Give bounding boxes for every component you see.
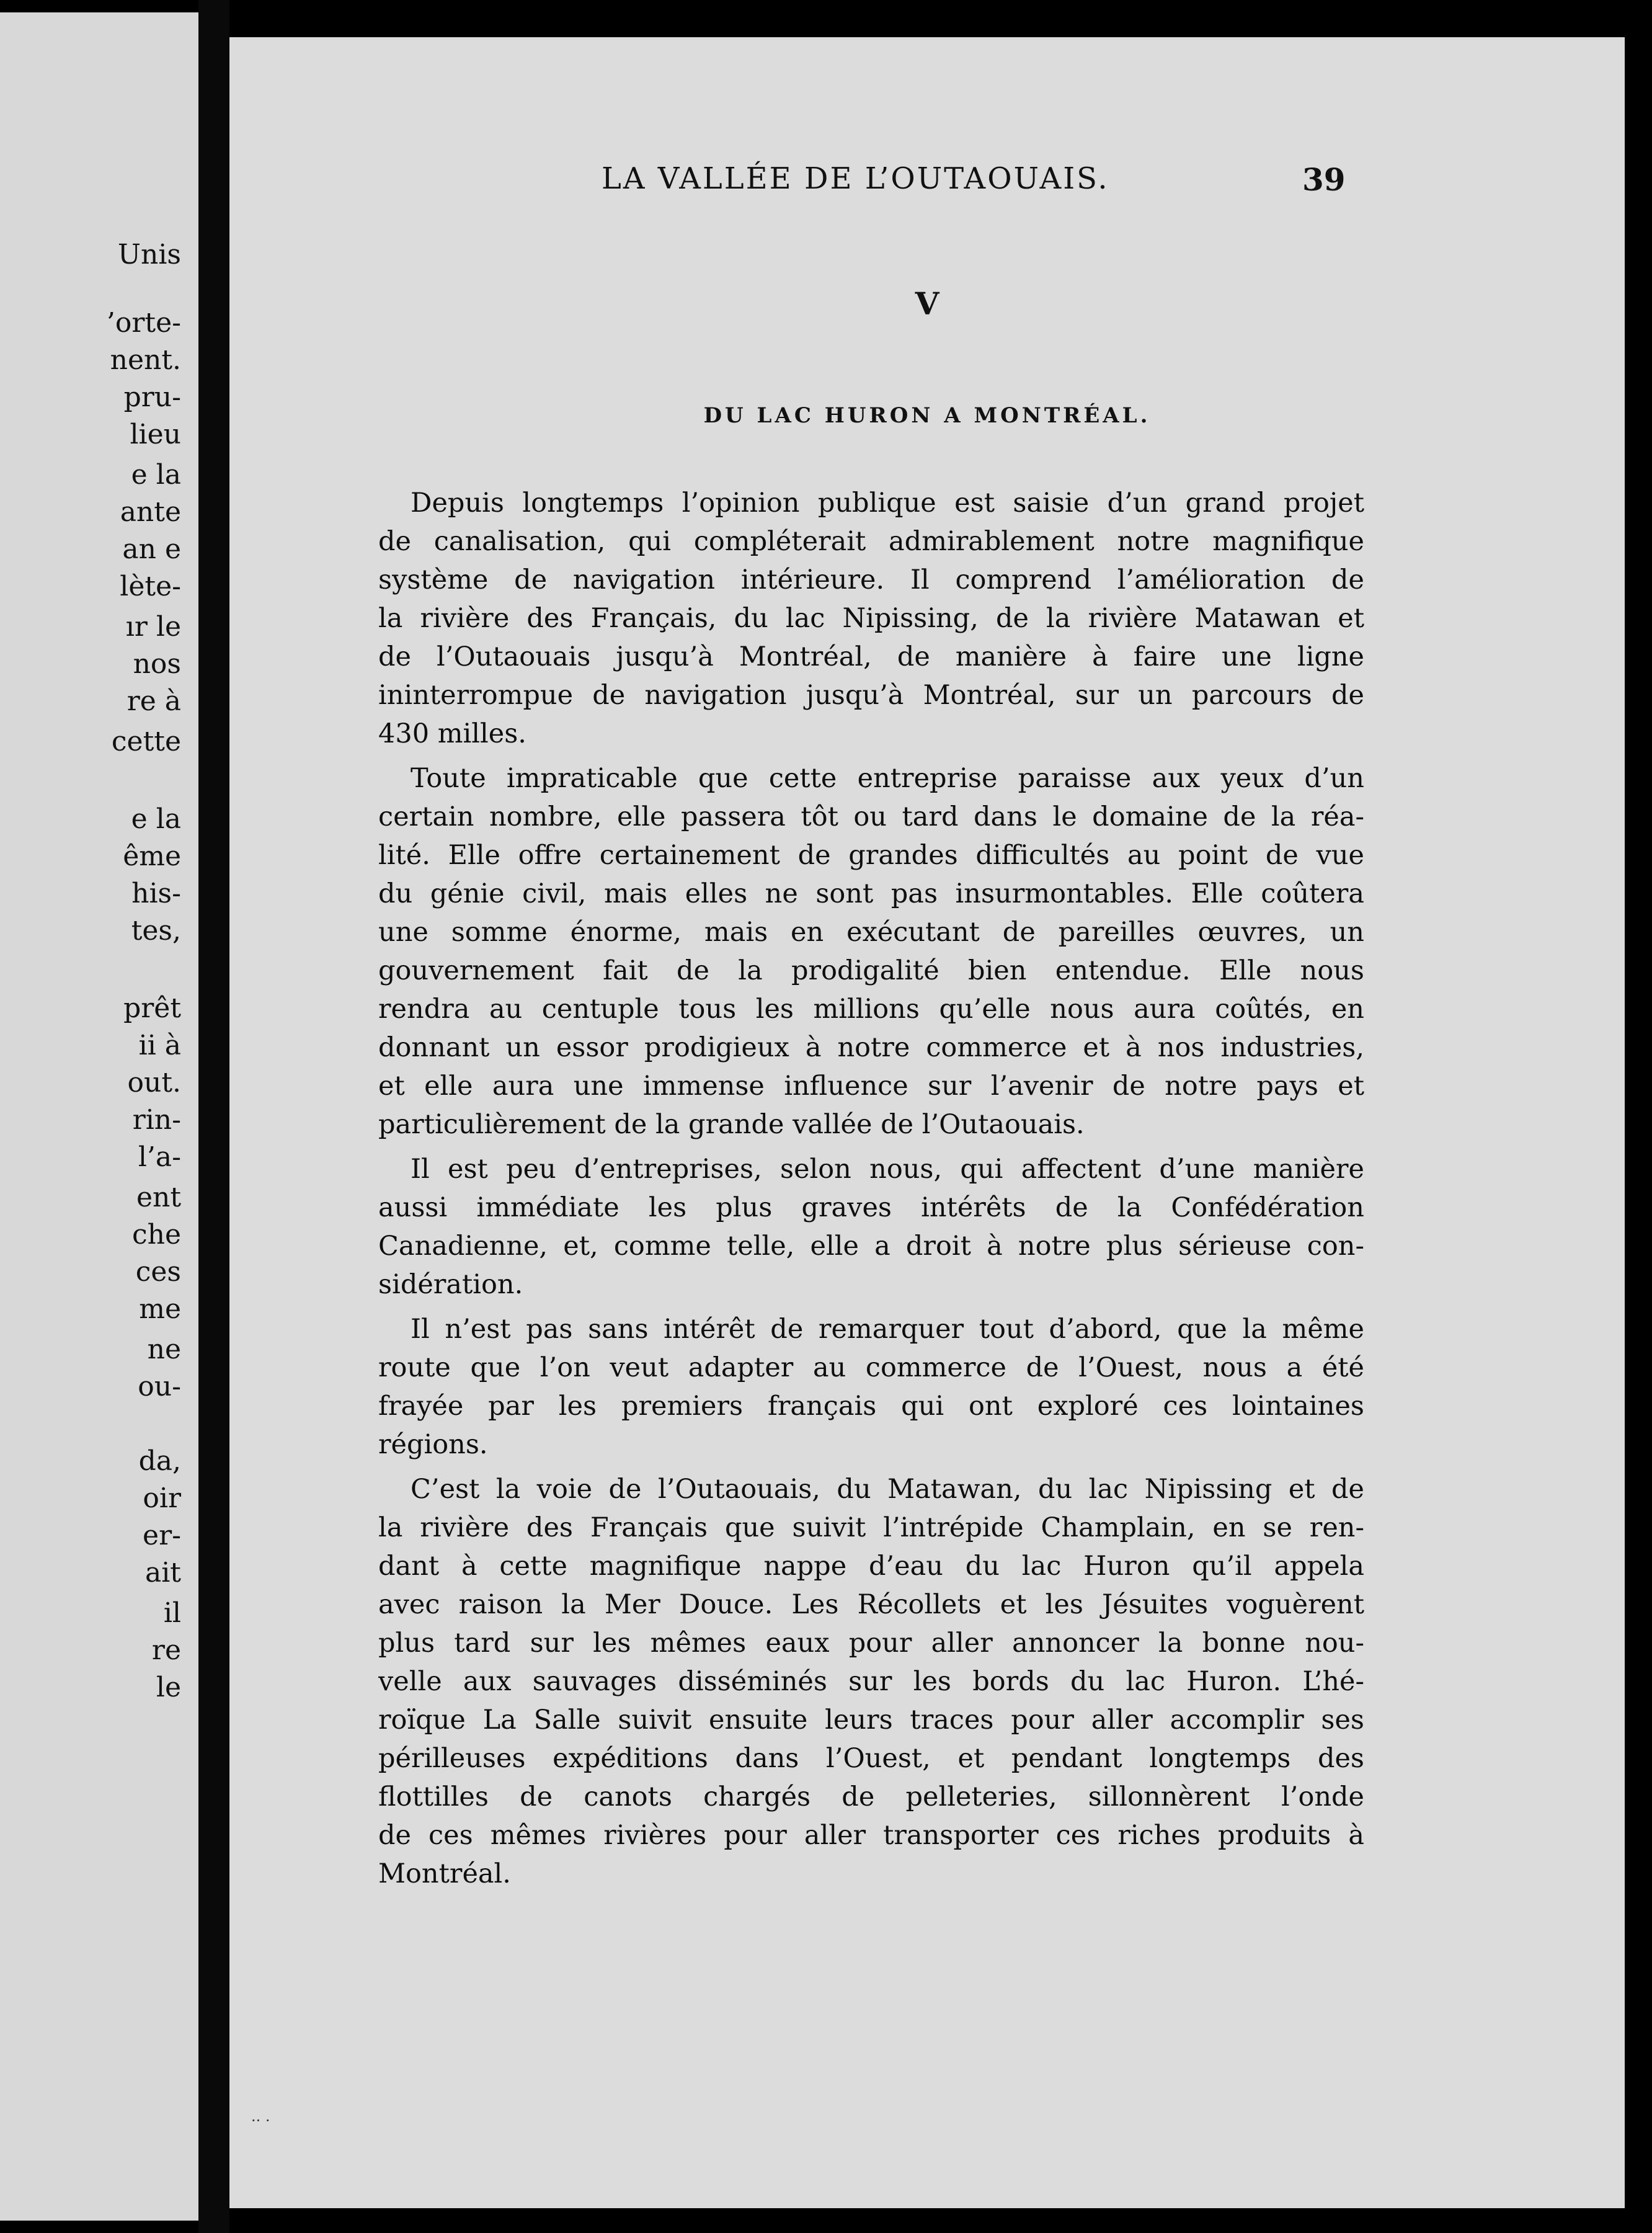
facing-page-text-fragment: an e xyxy=(122,533,181,565)
text-line: donnant un essor prodigieux à notre commerce et à nos industries, xyxy=(378,1032,1364,1063)
facing-page-text-fragment: il xyxy=(163,1597,181,1629)
text-line: roïque La Salle suivit ensuite leurs traces pour aller accomplir ses xyxy=(378,1705,1364,1736)
facing-page-text-fragment: rin- xyxy=(132,1104,181,1136)
facing-page-text-fragment: le xyxy=(156,1672,181,1703)
facing-page-text-fragment: er- xyxy=(143,1520,181,1551)
facing-page-text-fragment: tes, xyxy=(131,915,181,947)
page-number: 39 xyxy=(1302,161,1346,198)
facing-page-text-fragment: che xyxy=(131,1219,181,1250)
facing-page-text-fragment: me xyxy=(139,1293,181,1325)
body-text xyxy=(378,484,1364,1899)
text-line: une somme énorme, mais en exécutant de pareilles œuvres, un xyxy=(378,917,1364,948)
book-gutter xyxy=(198,0,229,2233)
text-line: Toute impraticable que cette entreprise paraisse aux yeux d’un xyxy=(411,763,1364,794)
facing-page-text-fragment: out. xyxy=(127,1067,181,1099)
facing-page-text-fragment: lète- xyxy=(120,571,181,602)
text-line: route que l’on veut adapter au commerce de l’Ouest, nous a été xyxy=(378,1352,1364,1383)
facing-page-text-fragment: his- xyxy=(131,878,181,909)
facing-page-text-fragment: da, xyxy=(138,1445,181,1477)
book-page xyxy=(229,37,1625,2208)
text-line: sidération. xyxy=(378,1269,523,1300)
facing-page-text-fragment: re xyxy=(151,1634,181,1666)
text-line: et elle aura une immense influence sur l’avenir de notre pays et xyxy=(378,1071,1364,1102)
text-line: gouvernement fait de la prodigalité bien entendue. Elle nous xyxy=(378,955,1364,986)
facing-page-text-fragment: ait xyxy=(145,1557,181,1589)
text-line: C’est la voie de l’Outaouais, du Matawan, du lac Nipissing et de xyxy=(411,1474,1364,1505)
facing-page-text-fragment: ne xyxy=(147,1334,181,1365)
text-line: de ces mêmes rivières pour aller transporter ces riches produits à xyxy=(378,1820,1364,1851)
text-line: de l’Outaouais jusqu’à Montréal, de manière à faire une ligne xyxy=(378,641,1364,672)
facing-page-text-fragment: e la xyxy=(131,803,181,835)
text-line: régions. xyxy=(378,1429,488,1460)
facing-page-text-fragment: prêt xyxy=(123,992,181,1024)
facing-page-text-fragment: e la xyxy=(131,459,181,491)
text-line: avec raison la Mer Douce. Les Récollets et les Jésuites voguèrent xyxy=(378,1589,1364,1620)
facing-page-fragment xyxy=(0,12,198,2221)
paragraph xyxy=(378,759,1364,1144)
facing-page-text-fragment: nos xyxy=(133,648,181,680)
text-line: la rivière des Français que suivit l’intrépide Champlain, en se ren- xyxy=(378,1512,1364,1543)
chapter-number: V xyxy=(915,285,939,322)
page-speck: ·· · xyxy=(251,2112,270,2129)
text-line: ininterrompue de navigation jusqu’à Montréal, sur un parcours de xyxy=(378,680,1364,711)
running-title: LA VALLÉE DE L’OUTAOUAIS. xyxy=(602,161,1109,196)
text-line: périlleuses expéditions dans l’Ouest, et pendant longtemps des xyxy=(378,1743,1364,1774)
text-line: la rivière des Français, du lac Nipissing, de la rivière Matawan et xyxy=(378,603,1364,634)
text-line: de canalisation, qui compléterait admirablement notre magnifique xyxy=(378,526,1364,557)
text-line: Canadienne, et, comme telle, elle a droit à notre plus sérieuse con- xyxy=(378,1231,1364,1262)
facing-page-text-fragment: ou- xyxy=(138,1371,181,1402)
text-line: certain nombre, elle passera tôt ou tard dans le domaine de la réa- xyxy=(378,801,1364,832)
text-line: aussi immédiate les plus graves intérêts de la Confédération xyxy=(378,1192,1364,1223)
text-line: système de navigation intérieure. Il comprend l’amélioration de xyxy=(378,564,1364,595)
paragraph xyxy=(378,1310,1364,1464)
text-line: flottilles de canots chargés de pelleteries, sillonnèrent l’onde xyxy=(378,1781,1364,1812)
text-line: lité. Elle offre certainement de grandes difficultés au point de vue xyxy=(378,840,1364,871)
text-line: Il n’est pas sans intérêt de remarquer tout d’abord, que la même xyxy=(411,1314,1364,1345)
facing-page-text-fragment: ’orte- xyxy=(106,307,181,339)
paragraph xyxy=(378,1150,1364,1304)
facing-page-text-fragment: l’a- xyxy=(138,1141,181,1173)
page-header xyxy=(229,161,1625,205)
facing-page-text-fragment: lieu xyxy=(130,419,181,450)
facing-page-text-fragment: pru- xyxy=(123,381,181,413)
text-line: Depuis longtemps l’opinion publique est saisie d’un grand projet xyxy=(411,488,1364,519)
facing-page-text-fragment: ces xyxy=(135,1256,181,1288)
facing-page-text-fragment: oir xyxy=(143,1482,181,1514)
chapter-title: DU LAC HURON A MONTRÉAL. xyxy=(703,403,1151,428)
paragraph xyxy=(378,484,1364,753)
text-line: du génie civil, mais elles ne sont pas insurmontables. Elle coûtera xyxy=(378,878,1364,909)
text-line: rendra au centuple tous les millions qu’elle nous aura coûtés, en xyxy=(378,994,1364,1025)
text-line: 430 milles. xyxy=(378,718,526,749)
text-line: Il est peu d’entreprises, selon nous, qui affectent d’une manière xyxy=(411,1154,1364,1185)
facing-page-text-fragment: ante xyxy=(120,496,181,528)
text-line: plus tard sur les mêmes eaux pour aller annoncer la bonne nou- xyxy=(378,1628,1364,1659)
paragraph xyxy=(378,1470,1364,1893)
text-line: dant à cette magnifique nappe d’eau du lac Huron qu’il appela xyxy=(378,1551,1364,1582)
text-line: velle aux sauvages disséminés sur les bords du lac Huron. L’hé- xyxy=(378,1666,1364,1697)
facing-page-text-fragment: cette xyxy=(111,726,181,757)
facing-page-text-fragment: ır le xyxy=(125,611,181,643)
facing-page-text-fragment: ent xyxy=(136,1182,181,1213)
facing-page-text-fragment: ii à xyxy=(138,1030,181,1061)
text-line: particulièrement de la grande vallée de l’Outaouais. xyxy=(378,1109,1085,1140)
facing-page-text-fragment: Unis xyxy=(117,239,181,270)
facing-page-text-fragment: nent. xyxy=(110,344,181,376)
text-line: Montréal. xyxy=(378,1858,511,1889)
text-line: frayée par les premiers français qui ont exploré ces lointaines xyxy=(378,1391,1364,1422)
facing-page-text-fragment: ême xyxy=(123,840,181,872)
facing-page-text-fragment: re à xyxy=(127,685,181,717)
